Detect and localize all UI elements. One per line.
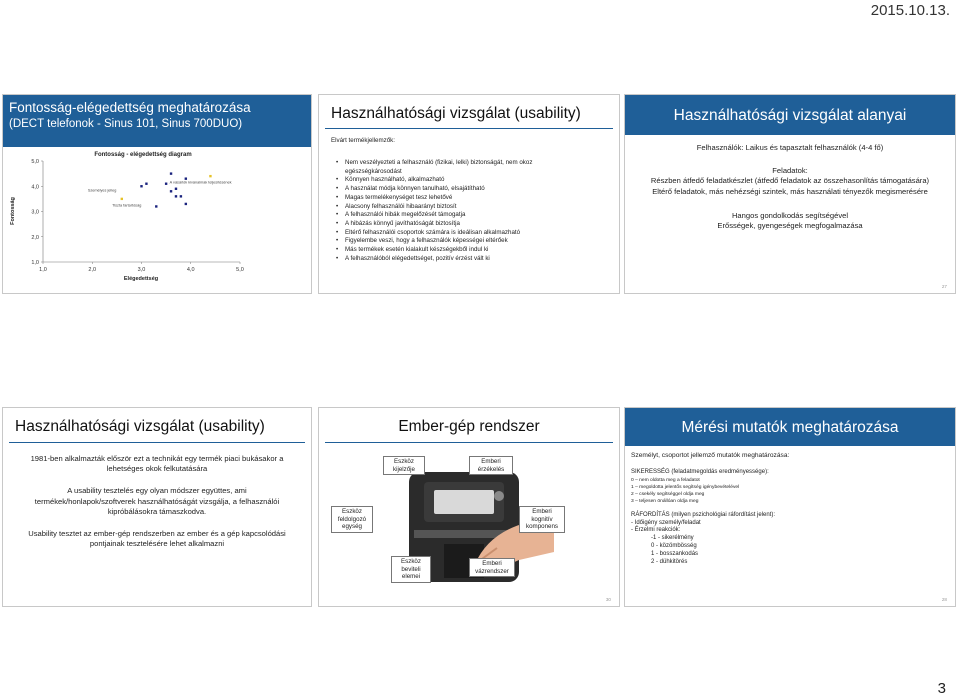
y-axis-label: Fontosság bbox=[10, 197, 16, 225]
y-tick-label: 4,0 bbox=[31, 184, 39, 191]
x-tick-label: 4,0 bbox=[186, 267, 195, 273]
data-point bbox=[140, 185, 142, 187]
effort-item: - Érzelmi reakciók: bbox=[631, 527, 681, 534]
feature-bullet: • A felhasználóból elégedettséget, pozitív érzést vált ki bbox=[345, 255, 585, 264]
chart-annotation: Személyes jelleg bbox=[87, 188, 117, 193]
feature-bullet: • A felhasználói hibák megelőzését támogatja bbox=[345, 211, 585, 220]
human-perception-box: Emberi érzékelés bbox=[469, 456, 513, 475]
effort-item: 0 - közömbösség bbox=[651, 542, 697, 549]
human-cognitive-box: Emberi kognitív komponens bbox=[519, 506, 565, 533]
effort-title: RÁFORDÍTÁS (milyen pszichológiai ráfordítást jelent): bbox=[631, 511, 776, 518]
slide-number: 30 bbox=[605, 597, 611, 602]
chart-annotation: Tiszta fartartóság bbox=[112, 203, 142, 208]
feature-bullet: • A használat módja könnyen tanulható, elsajátítható bbox=[345, 185, 585, 194]
data-point bbox=[185, 203, 187, 205]
data-point bbox=[155, 205, 157, 207]
metrics-heading: Személyt, csoportot jellemző mutatók meghatározása: bbox=[631, 452, 790, 459]
metrics-content bbox=[631, 451, 931, 566]
importance-satisfaction-chart bbox=[3, 147, 312, 293]
effort-item: - Időigény személy/feladat bbox=[631, 519, 701, 526]
human-skeletal-box: Emberi vázrendszer bbox=[469, 558, 515, 577]
slide-title: Használhatósági vizsgálat alanyai bbox=[673, 107, 907, 124]
slide-title: Használhatósági vizsgálat (usability) bbox=[15, 418, 265, 435]
input-elements-box: Eszköz beviteli elemei bbox=[391, 556, 431, 583]
effort-item: 2 - dühkitörés bbox=[651, 558, 688, 565]
history-text bbox=[17, 454, 297, 549]
chart-title: Fontosság - elégedettség diagram bbox=[94, 152, 192, 158]
effort-item: -1 - sikerélmény bbox=[651, 535, 694, 542]
feature-bullet: • Más termékek esetén kialakult készségekből indul ki bbox=[345, 246, 585, 255]
tasks-label: Feladatok: bbox=[772, 166, 808, 176]
intro-text: Elvárt termékjellemzők: bbox=[331, 137, 395, 144]
slide-title-bar bbox=[3, 95, 311, 147]
x-tick-label: 1,0 bbox=[39, 267, 47, 273]
data-point bbox=[185, 177, 187, 179]
display-box: Eszköz kijelzője bbox=[383, 456, 425, 475]
slide-importance-satisfaction bbox=[2, 94, 312, 294]
y-tick-label: 1,0 bbox=[31, 260, 39, 266]
y-tick-label: 2,0 bbox=[31, 234, 39, 241]
feature-bullet: • Könnyen használható, alkalmazható bbox=[345, 176, 585, 185]
success-item: 0 – nem oldotta meg a feladatot bbox=[631, 477, 700, 483]
slide-usability-history bbox=[2, 407, 312, 607]
feature-bullet: • Eltérő felhasználói csoportok számára is ideálisan alkalmazható bbox=[345, 229, 585, 238]
x-tick-label: 3,0 bbox=[137, 267, 146, 273]
history-p3: Usability tesztet az ember-gép rendszerben az ember és a gép kapcsolódási pontjainak tesztelésére lehet alkalmazni bbox=[28, 529, 286, 549]
slide-title: Használhatósági vizsgálat (usability) bbox=[331, 105, 581, 122]
page-date: 2015.10.13. bbox=[870, 2, 950, 19]
success-list bbox=[631, 477, 931, 505]
slide-title: Fontosság-elégedettség meghatározása bbox=[9, 100, 251, 115]
data-point bbox=[170, 190, 172, 192]
think-aloud: Hangos gondolkodás segítségével bbox=[731, 210, 849, 220]
x-axis-label: Elégedettség bbox=[123, 276, 159, 282]
slide-usability-subjects bbox=[624, 94, 956, 294]
data-point bbox=[209, 175, 211, 177]
y-tick-label: 5,0 bbox=[31, 159, 39, 165]
feature-bullet: • Magas termelékenységet tesz lehetővé bbox=[345, 194, 585, 203]
title-divider bbox=[325, 128, 613, 129]
data-point bbox=[121, 198, 123, 200]
slide-subtitle: (DECT telefonok - Sinus 101, Sinus 700DUO) bbox=[9, 118, 243, 130]
success-item: 1 – megoldotta jelentős segítség igénybevételével bbox=[631, 484, 740, 490]
feature-bullet-list bbox=[331, 159, 585, 263]
slide-title: Ember-gép rendszer bbox=[398, 418, 540, 435]
data-point bbox=[175, 188, 177, 190]
x-tick-label: 2,0 bbox=[88, 267, 97, 273]
y-tick-label: 3,0 bbox=[31, 209, 39, 216]
strengths-weaknesses: Erősségek, gyengeségek megfogalmazása bbox=[717, 221, 863, 231]
feature-bullet: • A hibázás könnyű javíthatóságát biztosítja bbox=[345, 220, 585, 229]
feature-bullet: • Figyelembe veszi, hogy a felhasználók képességei eltérőek bbox=[345, 237, 585, 246]
feature-bullet: • Alacsony felhasználói hibaarányt biztosít bbox=[345, 203, 585, 212]
slide-usability-expected bbox=[318, 94, 620, 294]
slide-human-machine bbox=[318, 407, 620, 607]
data-point bbox=[165, 183, 167, 185]
data-point bbox=[175, 195, 177, 197]
users-line: Felhasználók: Laikus és tapasztalt felhasználók (4-4 fő) bbox=[696, 143, 884, 152]
x-tick-label: 5,0 bbox=[236, 267, 244, 273]
slide-number: 28 bbox=[941, 597, 947, 602]
title-divider bbox=[325, 442, 613, 443]
data-point bbox=[145, 183, 147, 185]
subjects-text bbox=[635, 143, 945, 231]
slide-title-bar bbox=[625, 408, 955, 446]
slide-metrics bbox=[624, 407, 956, 607]
tasks-different: Eltérő feladatok, más nehézségi szintek, más használati tényezők megismerésére bbox=[652, 186, 928, 196]
page-number: 3 bbox=[937, 680, 946, 697]
title-divider bbox=[9, 442, 305, 443]
chart-annotation: A vásárlók kivánalmak teljesítésének bbox=[169, 180, 232, 185]
data-point bbox=[180, 195, 182, 197]
effort-list bbox=[631, 520, 931, 567]
slide-title: Mérési mutatók meghatározása bbox=[681, 419, 899, 436]
success-title: SIKERESSÉG (feladatmegoldás eredményessége): bbox=[631, 469, 769, 475]
tasks-overlap: Részben átfedő feladatkészlet (átfedő feladatok az összehasonlítás támogatására) bbox=[650, 176, 930, 186]
feature-bullet: • Nem veszélyezteti a felhasználó (fizikai, lelki) biztonságát, nem okoz egészségkárosodást bbox=[345, 159, 585, 176]
history-p2: A usability tesztelés egy olyan módszer együttes, ami termékek/honlapok/szoftverek használhatóságát vizsgálja, a felhasználói kipróbálásokra támaszkodva. bbox=[34, 486, 280, 516]
success-item: 2 – csekély segítséggel oldja meg bbox=[631, 491, 705, 497]
slide-title-bar bbox=[625, 95, 955, 135]
success-item: 3 – teljesen önállóan oldja meg bbox=[631, 498, 699, 504]
slide-number: 27 bbox=[941, 284, 947, 289]
effort-item: 1 - bosszankodás bbox=[651, 550, 699, 557]
processing-unit-box: Eszköz feldolgozó egység bbox=[331, 506, 373, 533]
data-point bbox=[170, 172, 172, 174]
history-p1: 1981-ben alkalmazták először ezt a technikát egy termék piaci bukásakor a lehetséges okok felkutatására bbox=[30, 454, 284, 474]
